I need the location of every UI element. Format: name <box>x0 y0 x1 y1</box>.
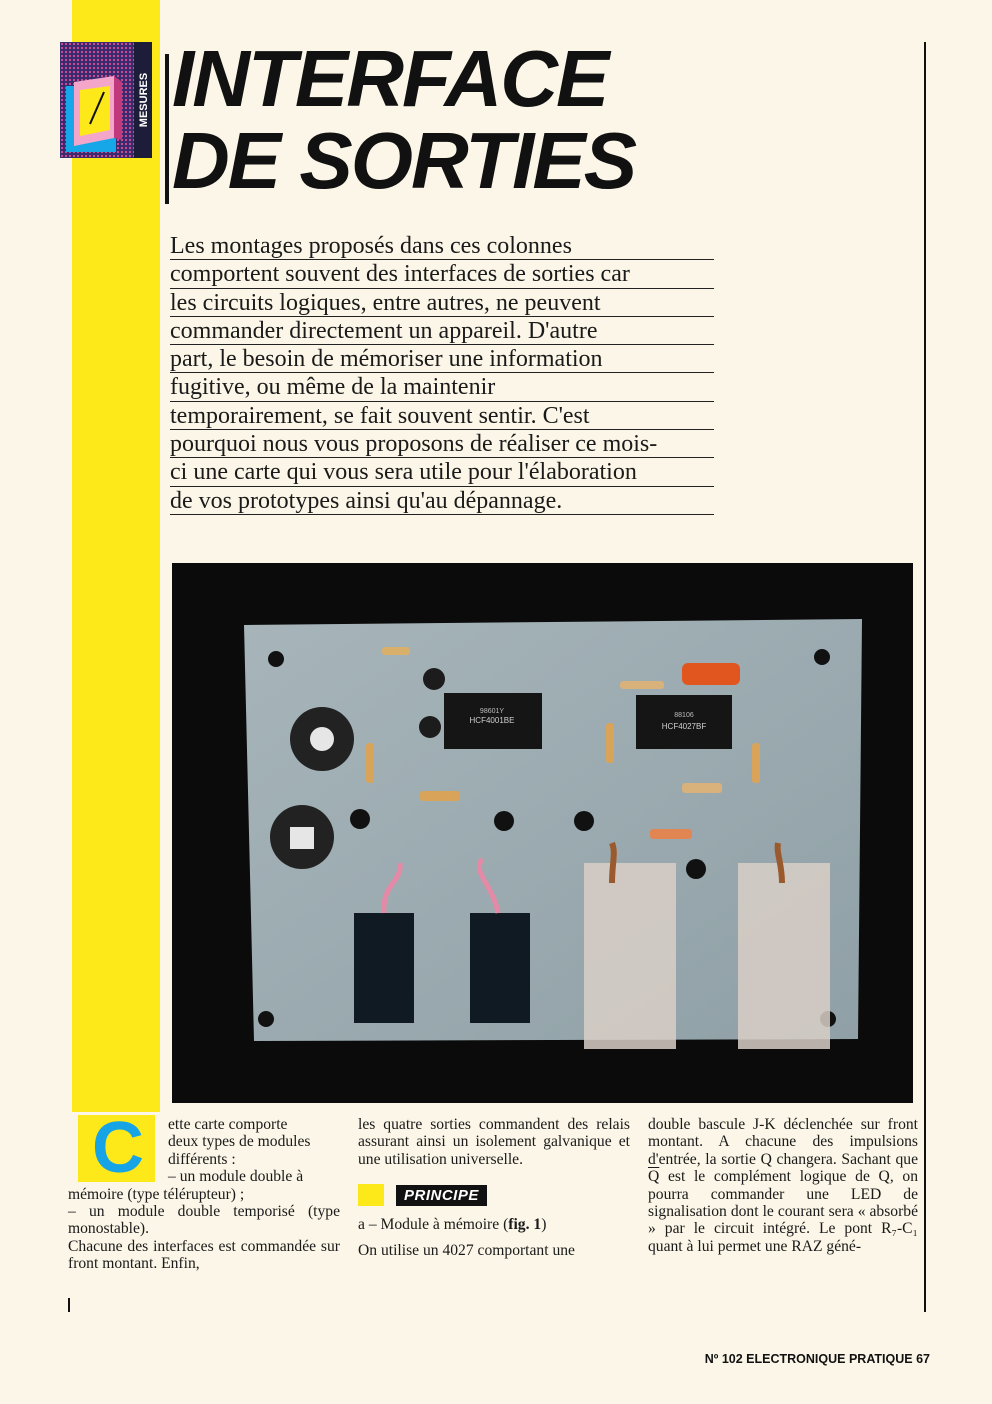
relay-black <box>470 913 530 1023</box>
column-rule <box>68 1298 70 1312</box>
right-margin-rule <box>924 42 926 1312</box>
mesures-logo <box>60 42 152 158</box>
resistor <box>752 743 760 783</box>
transistor <box>350 809 370 829</box>
relay-black <box>354 913 414 1023</box>
ic2-code: 88106 <box>674 712 694 719</box>
col1-line: ette carte comporte <box>168 1116 288 1133</box>
col2-paragraph-1: les quatre sorties commandent des relais assurant ainsi un isolement galvanique et une utilisation universelle. <box>358 1116 630 1168</box>
intro-line: pourquoi nous vous proposons de réaliser ce mois- <box>170 430 714 458</box>
page-footer: Nº 102 ELECTRONIQUE PRATIQUE 67 <box>704 1352 930 1366</box>
subsection-prefix: a – Module à mémoire ( <box>358 1216 509 1234</box>
ic-4001 <box>444 693 542 749</box>
intro-line: Les montages proposés dans ces colonnes <box>170 232 714 260</box>
resistor <box>382 647 410 655</box>
column-3 <box>648 1116 918 1255</box>
section-label: PRINCIPE <box>396 1185 487 1206</box>
capacitor-orange <box>682 663 740 685</box>
page-title <box>172 34 636 205</box>
col1-line: deux types de modules <box>168 1133 311 1151</box>
resistor <box>650 829 692 839</box>
title-line-1: INTERFACE <box>172 34 608 123</box>
column-1 <box>68 1116 340 1273</box>
dropcap: C <box>92 1108 144 1188</box>
col1-paragraph-1 <box>68 1116 340 1203</box>
intro-line: comportent souvent des interfaces de sorties car <box>170 260 714 288</box>
capacitor <box>423 668 445 690</box>
section-marker <box>358 1184 384 1206</box>
resistor <box>606 723 614 763</box>
intro-line: les circuits logiques, entre autres, ne peuvent <box>170 289 714 317</box>
col1-paragraph-3: Chacune des interfaces est commandée sur front montant. Enfin, <box>68 1237 340 1273</box>
subsection-suffix: ) <box>541 1216 547 1234</box>
intro-line: fugitive, ou même de la maintenir <box>170 373 714 401</box>
capacitor <box>419 716 441 738</box>
col1-paragraph-2: – un module double temporisé (type monostable). <box>68 1203 340 1238</box>
potentiometer <box>270 805 334 869</box>
ic-4027 <box>636 695 732 749</box>
transistor <box>494 811 514 831</box>
subsection-heading <box>358 1216 630 1233</box>
col3-text-2: est le complément logique de Q, on pourra commander une LED de signalisation dont le courant sera « absorbé » par le circuit intégré. Le pont R₇-C₁ quant à lui permet une RAZ géné- <box>648 1168 918 1255</box>
wire <box>612 843 614 883</box>
intro-line: part, le besoin de mémoriser une information <box>170 345 714 373</box>
yellow-margin-bar <box>72 0 160 1112</box>
title-rule <box>165 54 169 204</box>
column-2 <box>358 1116 630 1259</box>
intro-line: commander directement un appareil. D'autre <box>170 317 714 345</box>
ic2-label: HCF4027BF <box>661 722 707 731</box>
intro-line: ci une carte qui vous sera utile pour l'élaboration <box>170 458 714 486</box>
section-tag: MESURES <box>138 72 150 128</box>
col1-line: différents : <box>168 1150 236 1168</box>
transistor <box>686 859 706 879</box>
resistor <box>620 681 664 689</box>
resistor <box>682 783 722 793</box>
mounting-hole <box>268 651 284 667</box>
ic1-label: HCF4001BE <box>469 716 515 725</box>
col1-line: mémoire (type télérupteur) ; <box>68 1185 245 1203</box>
title-line-2: DE SORTIES <box>172 116 636 205</box>
col2-paragraph-2: On utilise un 4027 comportant une <box>358 1241 575 1259</box>
col1-line: – un module double à <box>168 1168 304 1186</box>
potentiometer <box>290 707 354 771</box>
relay-clear <box>738 863 830 1049</box>
col3-text-1: double bascule J-K déclenchée sur front montant. A chacune des impulsions d'entrée, la sortie Q changera. Sachant que <box>648 1116 918 1168</box>
intro-line: de vos prototypes ainsi qu'au dépannage. <box>170 487 714 515</box>
resistor <box>420 791 460 801</box>
intro-paragraph <box>170 232 714 515</box>
mounting-hole <box>258 1011 274 1027</box>
relay-clear <box>584 863 676 1049</box>
transistor <box>574 811 594 831</box>
resistor <box>366 743 374 783</box>
col3-paragraph <box>648 1116 918 1255</box>
mounting-hole <box>814 649 830 665</box>
figure-ref: fig. 1 <box>508 1216 542 1234</box>
ic1-code: 98601Y <box>479 708 505 715</box>
intro-line: temporairement, se fait souvent sentir. C'est <box>170 402 714 430</box>
q-bar: $\overline{Q}$ <box>648 1168 660 1186</box>
section-heading <box>358 1184 630 1206</box>
circuit-board-photo <box>172 563 913 1103</box>
